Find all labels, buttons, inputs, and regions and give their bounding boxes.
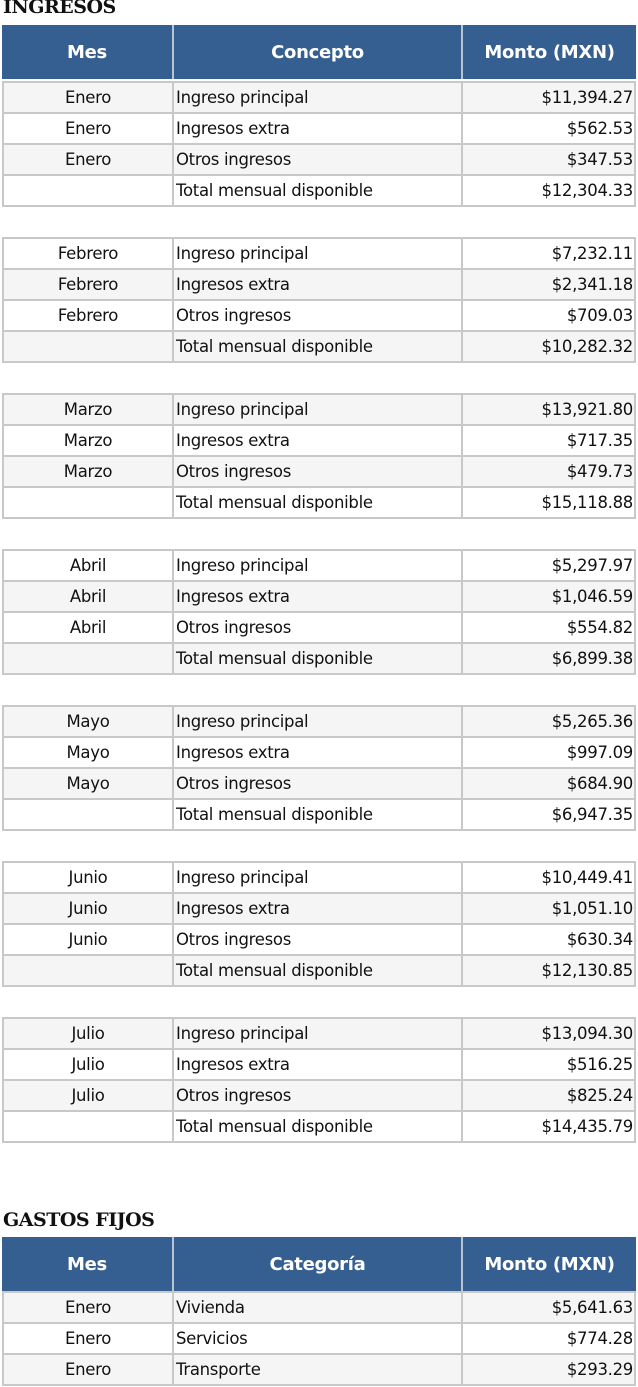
cell-mes[interactable]: Marzo [2, 457, 174, 486]
cell-mes[interactable]: Enero [2, 145, 174, 174]
column-header-concepto[interactable]: Concepto [174, 25, 463, 79]
table-row [2, 1050, 636, 1081]
cell-monto[interactable]: $479.73 [463, 457, 636, 486]
table-row [2, 1324, 636, 1355]
cell-concepto[interactable]: Ingreso principal [174, 551, 463, 580]
column-header-mes[interactable]: Mes [2, 1237, 174, 1291]
table-row [2, 644, 636, 675]
table-row [2, 239, 636, 270]
cell-concepto[interactable]: Ingreso principal [174, 707, 463, 736]
table-row [2, 613, 636, 644]
table-row [2, 925, 636, 956]
month-group [2, 705, 636, 831]
table-row [2, 457, 636, 488]
cell-mes[interactable]: Febrero [2, 301, 174, 330]
table-row [2, 863, 636, 894]
cell-mes[interactable] [2, 800, 174, 829]
cell-concepto[interactable]: Ingresos extra [174, 582, 463, 611]
cell-concepto[interactable]: Otros ingresos [174, 925, 463, 954]
table-row [2, 1293, 636, 1324]
cell-concepto[interactable]: Otros ingresos [174, 1081, 463, 1110]
cell-concepto[interactable]: Ingresos extra [174, 1050, 463, 1079]
cell-mes[interactable]: Julio [2, 1050, 174, 1079]
cell-concepto[interactable]: Ingresos extra [174, 894, 463, 923]
month-group [2, 81, 636, 207]
cell-monto[interactable]: $347.53 [463, 145, 636, 174]
month-group [2, 1017, 636, 1143]
cell-concepto[interactable]: Otros ingresos [174, 769, 463, 798]
cell-monto[interactable]: $1,046.59 [463, 582, 636, 611]
table-row [2, 894, 636, 925]
cell-mes[interactable]: Julio [2, 1019, 174, 1048]
cell-monto[interactable]: $774.28 [463, 1324, 636, 1353]
cell-mes[interactable]: Febrero [2, 239, 174, 268]
cell-monto[interactable]: $684.90 [463, 769, 636, 798]
cell-monto[interactable]: $717.35 [463, 426, 636, 455]
gastos-fijos-table-body [2, 1291, 636, 1386]
cell-mes[interactable] [2, 176, 174, 205]
cell-monto[interactable]: $2,341.18 [463, 270, 636, 299]
cell-concepto[interactable]: Total mensual disponible [174, 956, 463, 985]
cell-concepto[interactable]: Total mensual disponible [174, 176, 463, 205]
cell-mes[interactable] [2, 1112, 174, 1141]
cell-monto[interactable]: $5,297.97 [463, 551, 636, 580]
cell-concepto[interactable]: Otros ingresos [174, 301, 463, 330]
table-row [2, 1019, 636, 1050]
cell-concepto[interactable]: Otros ingresos [174, 457, 463, 486]
cell-monto[interactable]: $1,051.10 [463, 894, 636, 923]
table-row [2, 83, 636, 114]
cell-monto[interactable]: $11,394.27 [463, 83, 636, 112]
cell-concepto[interactable]: Total mensual disponible [174, 488, 463, 517]
cell-monto[interactable]: $10,449.41 [463, 863, 636, 892]
cell-monto[interactable]: $516.25 [463, 1050, 636, 1079]
month-group [2, 549, 636, 675]
cell-concepto[interactable]: Ingreso principal [174, 395, 463, 424]
cell-monto[interactable]: $13,094.30 [463, 1019, 636, 1048]
cell-monto[interactable]: $5,641.63 [463, 1293, 636, 1322]
cell-mes[interactable] [2, 488, 174, 517]
cell-mes[interactable]: Junio [2, 925, 174, 954]
cell-concepto[interactable]: Ingresos extra [174, 426, 463, 455]
cell-mes[interactable]: Junio [2, 863, 174, 892]
cell-concepto[interactable]: Ingreso principal [174, 1019, 463, 1048]
cell-mes[interactable]: Mayo [2, 769, 174, 798]
cell-monto[interactable]: $554.82 [463, 613, 636, 642]
cell-monto[interactable]: $13,921.80 [463, 395, 636, 424]
cell-monto[interactable]: $15,118.88 [463, 488, 636, 517]
table-row [2, 395, 636, 426]
cell-mes[interactable]: Junio [2, 894, 174, 923]
cell-concepto[interactable]: Total mensual disponible [174, 644, 463, 673]
table-row [2, 488, 636, 519]
column-header-monto[interactable]: Monto (MXN) [484, 1253, 615, 1275]
cell-concepto[interactable]: Ingresos extra [174, 738, 463, 767]
cell-mes[interactable] [2, 956, 174, 985]
table-row [2, 707, 636, 738]
cell-monto[interactable]: $6,947.35 [463, 800, 636, 829]
cell-monto[interactable]: $5,265.36 [463, 707, 636, 736]
column-header-categoria[interactable]: Categoría [174, 1237, 463, 1291]
cell-concepto[interactable]: Ingreso principal [174, 863, 463, 892]
cell-mes[interactable]: Abril [2, 613, 174, 642]
cell-monto[interactable]: $12,130.85 [463, 956, 636, 985]
cell-mes[interactable]: Julio [2, 1081, 174, 1110]
month-group [2, 237, 636, 363]
cell-monto[interactable]: $825.24 [463, 1081, 636, 1110]
table-row [2, 332, 636, 363]
table-row [2, 301, 636, 332]
cell-monto[interactable]: $12,304.33 [463, 176, 636, 205]
cell-concepto[interactable]: Ingresos extra [174, 114, 463, 143]
cell-mes[interactable]: Abril [2, 582, 174, 611]
cell-concepto[interactable]: Ingresos extra [174, 270, 463, 299]
cell-mes[interactable]: Abril [2, 551, 174, 580]
cell-concepto[interactable]: Otros ingresos [174, 613, 463, 642]
table-row [2, 769, 636, 800]
cell-monto[interactable]: $630.34 [463, 925, 636, 954]
table-row [2, 800, 636, 831]
cell-monto[interactable]: $997.09 [463, 738, 636, 767]
table-row [2, 1355, 636, 1386]
cell-mes[interactable]: Mayo [2, 707, 174, 736]
cell-mes[interactable]: Febrero [2, 270, 174, 299]
cell-monto[interactable]: $6,899.38 [463, 644, 636, 673]
cell-monto[interactable]: $562.53 [463, 114, 636, 143]
table-row [2, 176, 636, 207]
cell-mes[interactable]: Enero [2, 83, 174, 112]
table-row [2, 738, 636, 769]
cell-mes[interactable] [2, 644, 174, 673]
cell-concepto[interactable]: Transporte [174, 1355, 463, 1384]
table-row [2, 551, 636, 582]
table-row [2, 1112, 636, 1143]
cell-mes[interactable]: Enero [2, 1293, 174, 1322]
cell-concepto[interactable]: Vivienda [174, 1293, 463, 1322]
column-header-mes[interactable]: Mes [2, 25, 174, 79]
cell-mes[interactable]: Marzo [2, 426, 174, 455]
cell-mes[interactable]: Enero [2, 1355, 174, 1384]
table-row [2, 270, 636, 301]
cell-monto[interactable]: $293.29 [463, 1355, 636, 1384]
gastos-fijos-header-row [2, 1237, 636, 1291]
ingresos-header-row [2, 25, 636, 79]
cell-concepto[interactable]: Total mensual disponible [174, 1112, 463, 1141]
cell-mes[interactable] [2, 332, 174, 361]
gastos-fijos-title: GASTOS FIJOS [3, 1209, 155, 1231]
month-group [2, 393, 636, 519]
cell-monto[interactable]: $10,282.32 [463, 332, 636, 361]
cell-monto[interactable]: $14,435.79 [463, 1112, 636, 1141]
table-row [2, 1081, 636, 1112]
cell-mes[interactable]: Enero [2, 1324, 174, 1353]
table-row [2, 426, 636, 457]
cell-concepto[interactable]: Total mensual disponible [174, 800, 463, 829]
table-row [2, 956, 636, 987]
cell-concepto[interactable]: Servicios [174, 1324, 463, 1353]
ingresos-title: INGRESOS [3, 0, 116, 18]
table-row [2, 582, 636, 613]
cell-concepto[interactable]: Total mensual disponible [174, 332, 463, 361]
column-header-monto[interactable]: Monto (MXN) [484, 41, 615, 63]
cell-concepto[interactable]: Otros ingresos [174, 145, 463, 174]
cell-monto[interactable]: $709.03 [463, 301, 636, 330]
cell-concepto[interactable]: Ingreso principal [174, 239, 463, 268]
cell-mes[interactable]: Enero [2, 114, 174, 143]
cell-mes[interactable]: Mayo [2, 738, 174, 767]
month-group [2, 861, 636, 987]
table-row [2, 145, 636, 176]
table-row [2, 114, 636, 145]
cell-monto[interactable]: $7,232.11 [463, 239, 636, 268]
cell-concepto[interactable]: Ingreso principal [174, 83, 463, 112]
cell-mes[interactable]: Marzo [2, 395, 174, 424]
